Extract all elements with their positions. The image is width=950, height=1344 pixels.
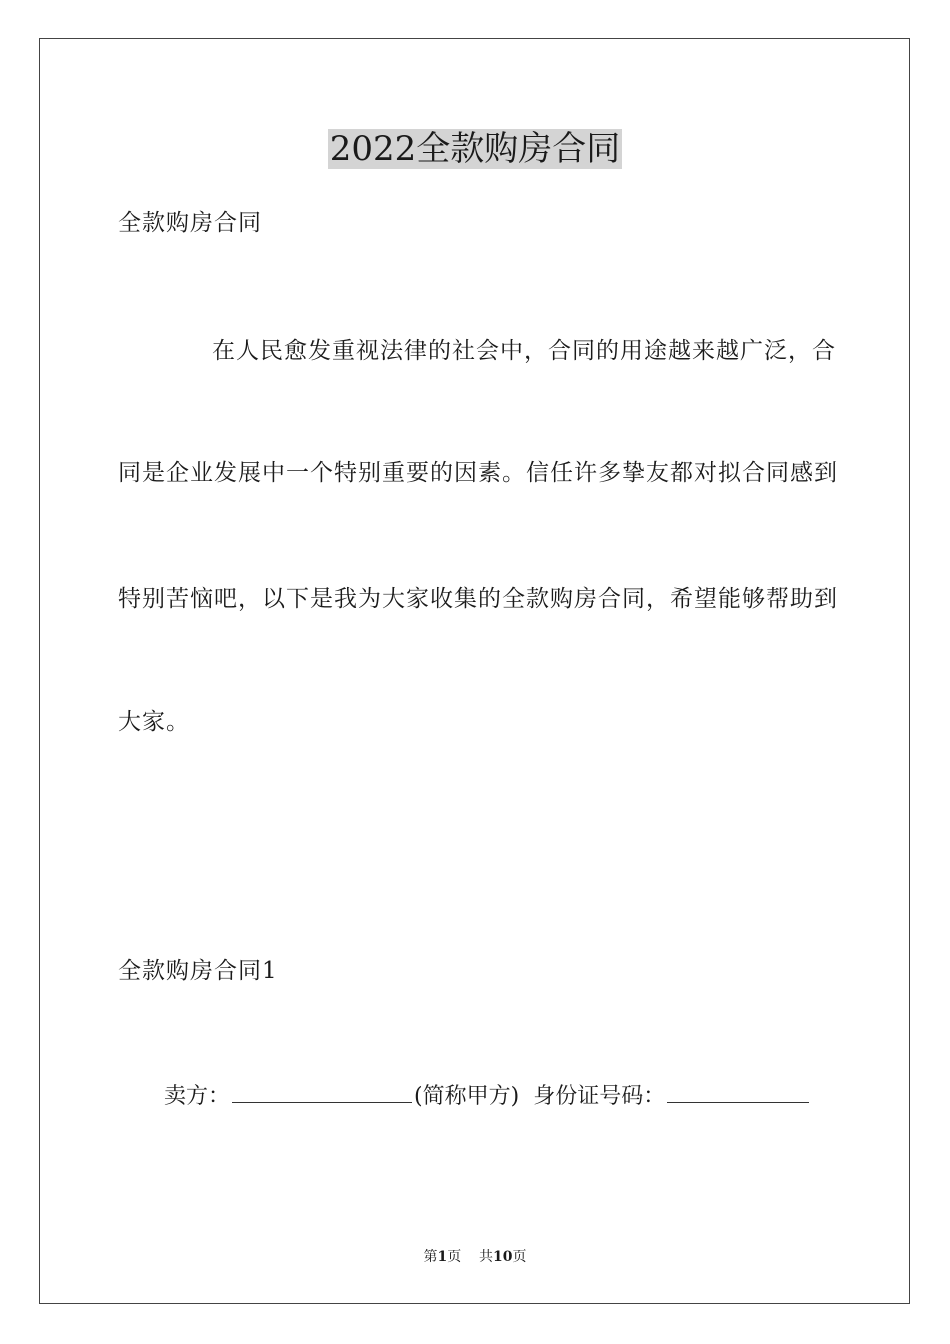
intro-line-3: 特别苦恼吧，以下是我为大家收集的全款购房合同，希望能够帮助到 — [118, 586, 838, 612]
section-heading: 全款购房合同1 — [118, 958, 278, 984]
intro-line-2: 同是企业发展中一个特别重要的因素。信任许多挚友都对拟合同感到 — [118, 460, 838, 486]
footer-total-pages: 10 — [493, 1249, 513, 1265]
seller-line — [164, 1080, 811, 1112]
footer-page-prefix: 第 — [423, 1249, 438, 1265]
document-title — [0, 128, 950, 170]
seller-name-blank[interactable] — [232, 1080, 412, 1103]
footer-total-suffix: 页 — [512, 1249, 527, 1265]
footer-total-prefix: 共 — [479, 1249, 494, 1265]
seller-label: 卖方： — [164, 1084, 231, 1109]
document-subtitle: 全款购房合同 — [118, 210, 262, 236]
id-number-label: 身份证号码： — [533, 1084, 666, 1109]
document-title-text: 2022全款购房合同 — [329, 129, 621, 169]
id-number-blank[interactable] — [667, 1080, 809, 1103]
abbrev-label: (简称甲方) — [414, 1084, 520, 1109]
footer-page-number: 1 — [437, 1249, 448, 1265]
intro-line-4: 大家。 — [118, 709, 190, 735]
page-footer — [0, 1247, 950, 1267]
footer-page-suffix: 页 — [447, 1249, 462, 1265]
intro-line-1: 在人民愈发重视法律的社会中，合同的用途越来越广泛，合 — [212, 338, 836, 364]
